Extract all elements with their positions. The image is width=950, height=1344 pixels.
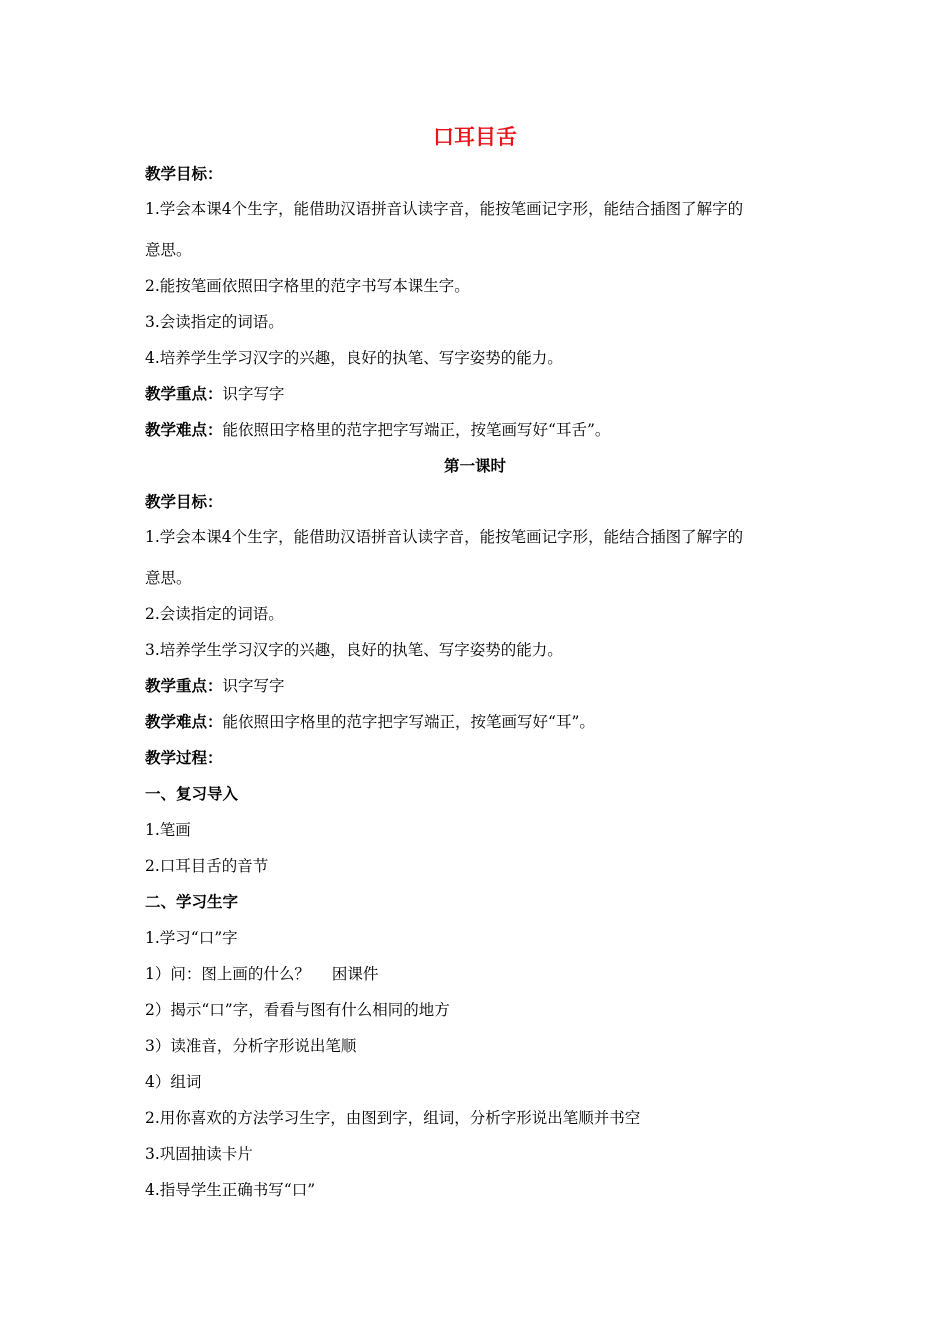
goal-line: 4.培养学生学习汉字的兴趣，良好的执笔、写字姿势的能力。 [145, 349, 563, 367]
key-point [145, 383, 285, 405]
lesson-heading: 第一课时 [443, 457, 506, 475]
list-item: 1.学习“口”字 [145, 929, 238, 947]
goal-line: 1.学会本课4个生字，能借助汉语拼音认读字音，能按笔画记字形，能结合插图了解字的 [145, 200, 744, 218]
courseware-note: 困课件 [331, 965, 379, 983]
list-item: 3）读准音，分析字形说出笔顺 [145, 1037, 357, 1055]
key-point-label: 教学重点： [145, 677, 223, 695]
key-point-label: 教学重点： [145, 385, 223, 403]
process-label: 教学过程： [145, 749, 223, 767]
list-item: 4.指导学生正确书写“口” [145, 1181, 316, 1199]
difficulty-label: 教学难点： [145, 421, 223, 439]
goal-line: 2.能按笔画依照田字格里的范字书写本课生字。 [145, 277, 470, 295]
list-item: 2）揭示“口”字，看看与图有什么相同的地方 [145, 1001, 450, 1019]
list-item: 2.用你喜欢的方法学习生字，由图到字，组词，分析字形说出笔顺并书空 [145, 1109, 641, 1127]
key-point-text: 识字写字 [222, 677, 285, 695]
list-item-text: 1）问：图上画的什么？ [145, 965, 310, 983]
difficulty-text: 能依照田字格里的范字把字写端正，按笔画写好“耳”。 [222, 713, 595, 731]
goal-line: 1.学会本课4个生字，能借助汉语拼音认读字音，能按笔画记字形，能结合插图了解字的 [145, 528, 744, 546]
list-item: 1.笔画 [145, 821, 191, 839]
goals-label: 教学目标： [145, 493, 223, 511]
list-item: 3.巩固抽读卡片 [145, 1145, 253, 1163]
goal-line: 3.会读指定的词语。 [145, 313, 284, 331]
goal-line: 3.培养学生学习汉字的兴趣，良好的执笔、写字姿势的能力。 [145, 641, 563, 659]
goals-label: 教学目标： [145, 165, 223, 183]
section-heading: 二、学习生字 [145, 893, 239, 911]
goal-line: 意思。 [145, 241, 192, 259]
document-title: 口耳目舌 [433, 125, 517, 149]
list-item: 4）组词 [145, 1073, 202, 1091]
difficulty-text: 能依照田字格里的范字把字写端正，按笔画写好“耳舌”。 [222, 421, 611, 439]
key-point-text: 识字写字 [222, 385, 285, 403]
difficulty-point [145, 711, 595, 733]
difficulty-label: 教学难点： [145, 713, 223, 731]
list-item [145, 963, 378, 985]
difficulty-point [145, 419, 610, 441]
goal-line: 意思。 [145, 569, 192, 587]
list-item: 2.口耳目舌的音节 [145, 857, 269, 875]
key-point [145, 675, 285, 697]
goal-line: 2.会读指定的词语。 [145, 605, 284, 623]
section-heading: 一、复习导入 [145, 785, 239, 803]
